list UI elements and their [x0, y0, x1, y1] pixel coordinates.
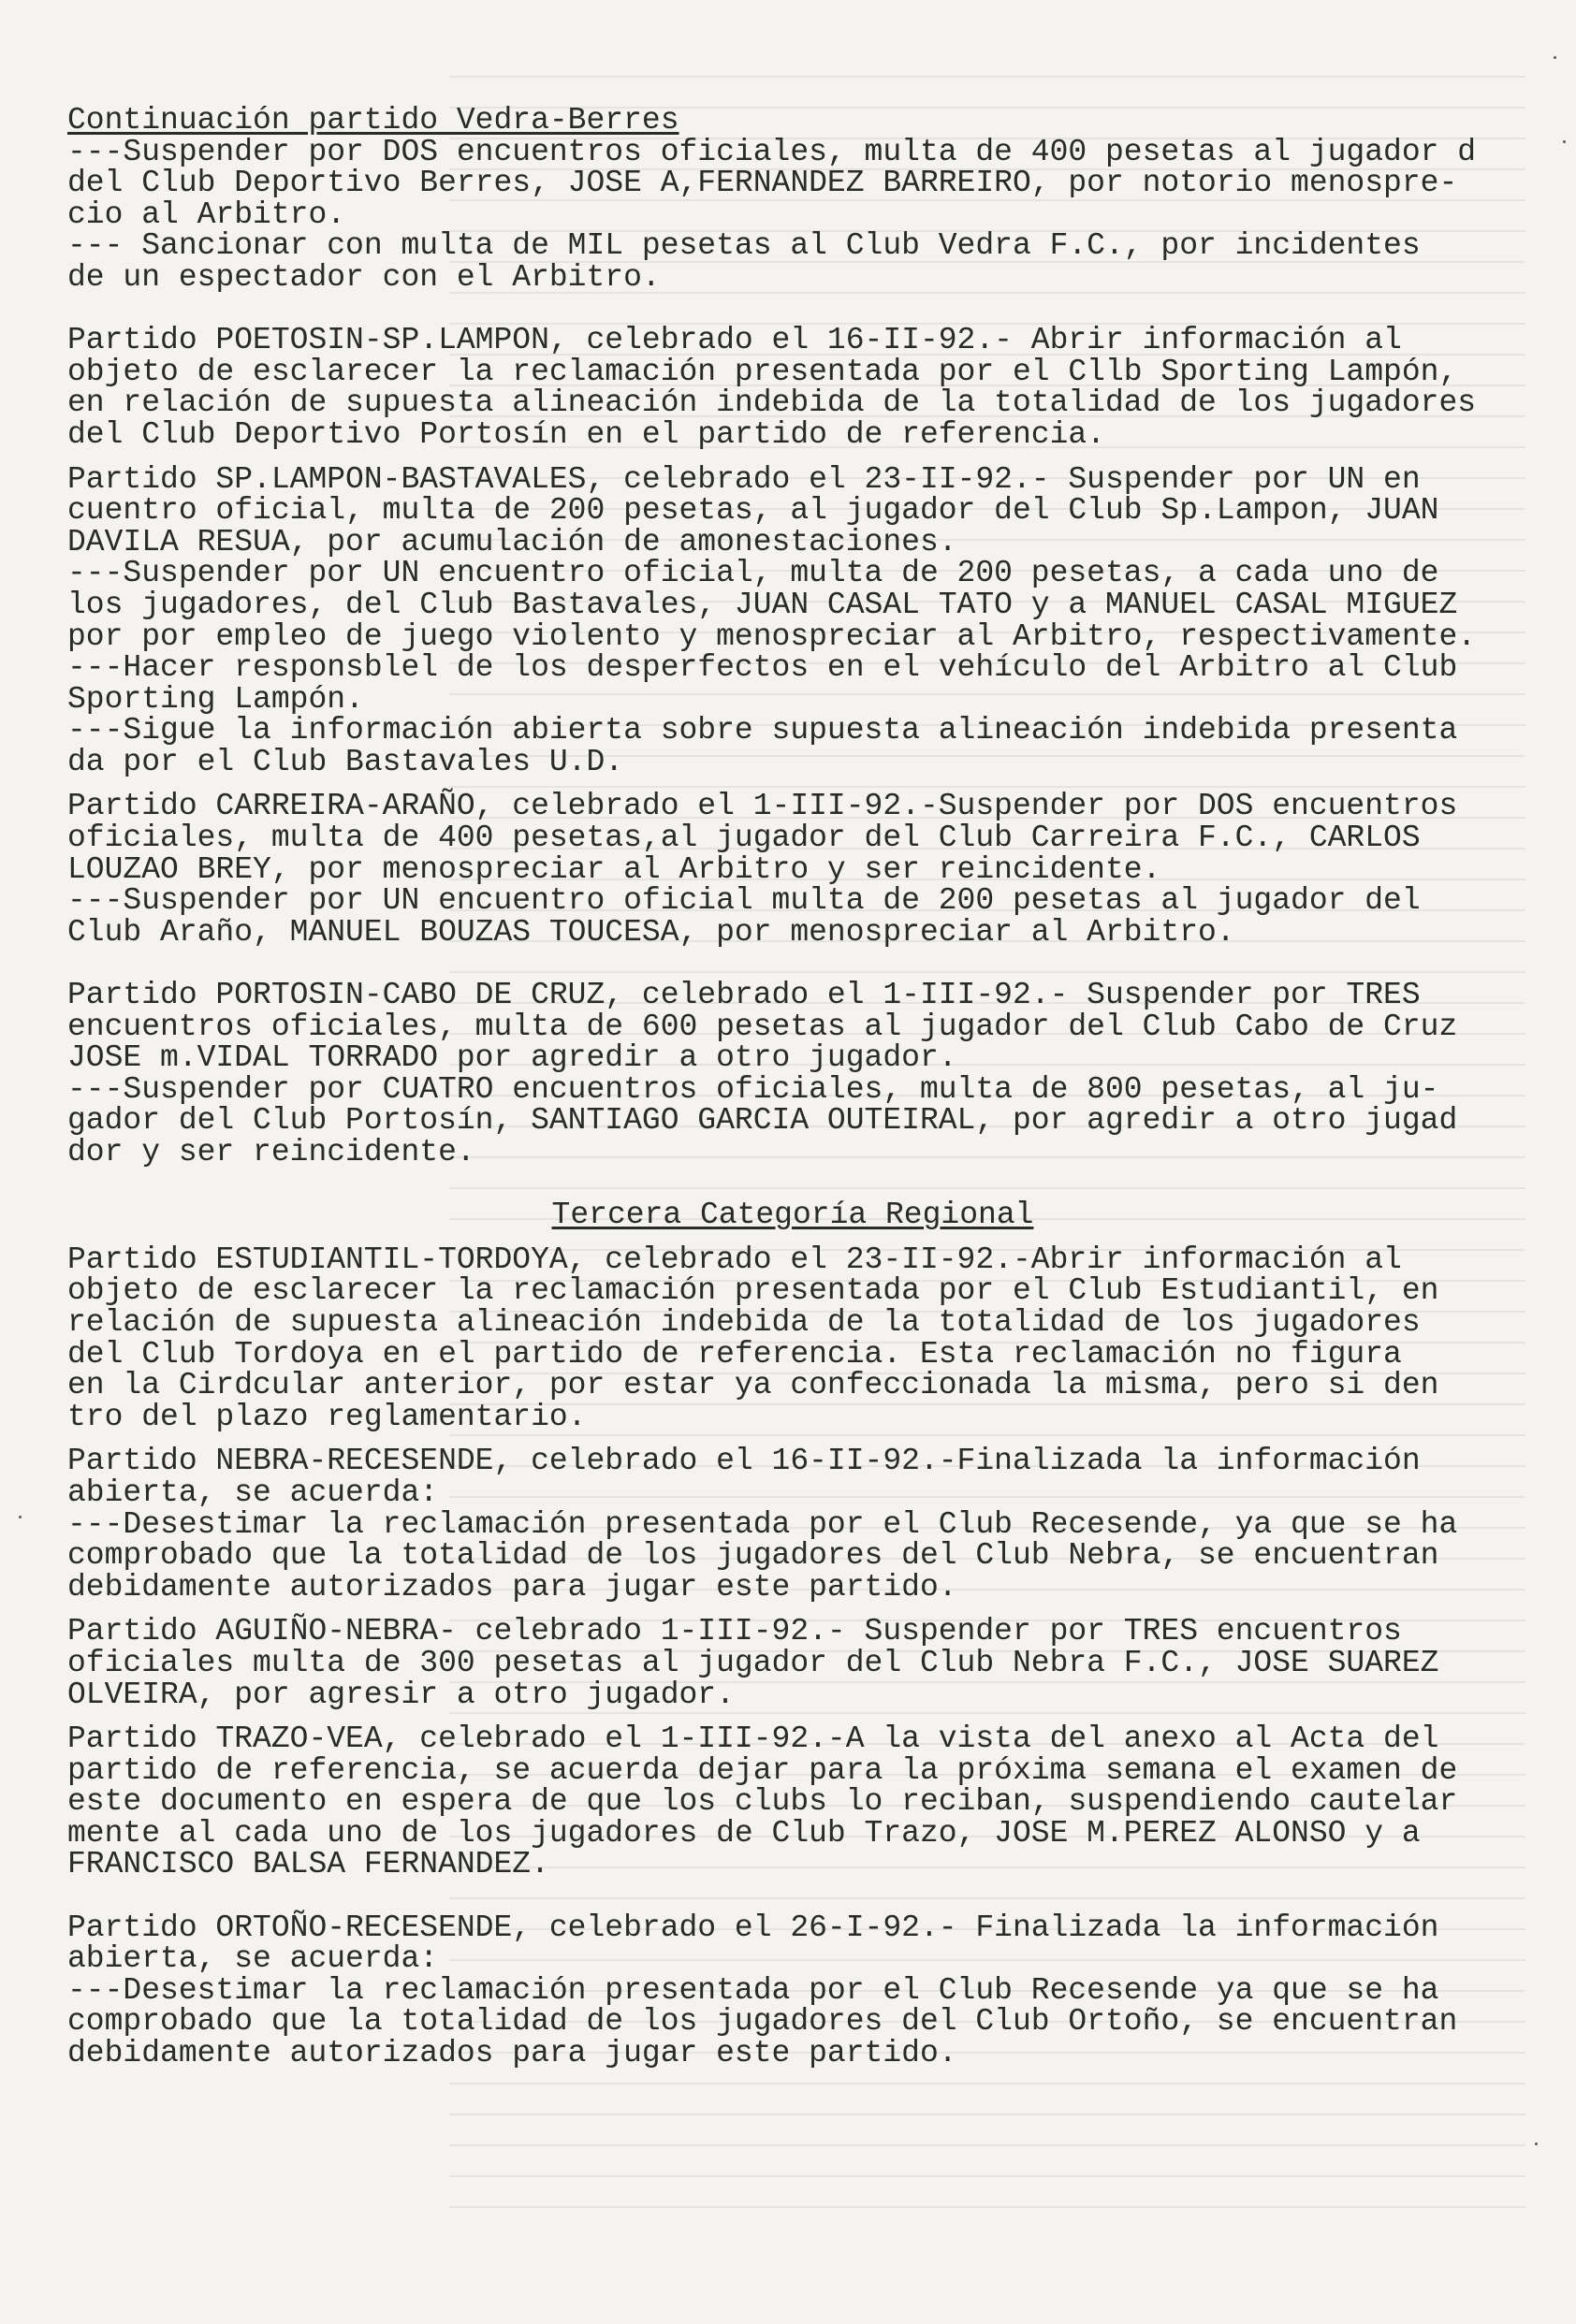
- typewritten-page: [67, 105, 1518, 2070]
- text-line: Partido SP.LAMPON-BASTAVALES, celebrado el 23-II-92.- Suspender por UN en: [67, 461, 1421, 497]
- text-line: FRANCISCO BALSA FERNANDEZ.: [67, 1847, 549, 1882]
- text-line: del Club Tordoya en el partido de referencia. Esta reclamación no figura: [67, 1336, 1402, 1372]
- text-line: gador del Club Portosín, SANTIAGO GARCIA OUTEIRAL, por agredir a otro jugad: [67, 1103, 1458, 1139]
- text-line: da por el Club Bastavales U.D.: [67, 744, 624, 779]
- paper-speck: [19, 1516, 22, 1518]
- paragraph-block: [67, 791, 1518, 948]
- paragraph-gap: [67, 1169, 1518, 1200]
- paper-speck: [1563, 140, 1566, 143]
- text-line: partido de referencia, se acuerda dejar para la próxima semana el examen de: [67, 1752, 1458, 1788]
- text-line: objeto de esclarecer la reclamación presentada por el Club Estudiantil, en: [67, 1273, 1439, 1309]
- text-line: Partido PORTOSIN-CABO DE CRUZ, celebrado el 1-III-92.- Suspender por TRES: [67, 978, 1421, 1013]
- text-line: DAVILA RESUA, por acumulación de amonestaciones.: [67, 524, 957, 559]
- text-line: relación de supuesta alineación indebida de la totalidad de los jugadores: [67, 1304, 1421, 1340]
- paragraph-block: [67, 1199, 1518, 1432]
- text-line: comprobado que la totalidad de los jugadores del Club Ortoño, se encuentran: [67, 2004, 1458, 2040]
- text-line: Partido POETOSIN-SP.LAMPON, celebrado el 16-II-92.- Abrir información al: [67, 323, 1402, 358]
- text-line: ---Suspender por CUATRO encuentros oficiales, multa de 800 pesetas, al ju-: [67, 1071, 1439, 1107]
- text-line: ---Desestimar la reclamación presentada por el Club Recesende, ya que se ha: [67, 1506, 1458, 1542]
- text-line: Partido NEBRA-RECESENDE, celebrado el 16-II-92.-Finalizada la información: [67, 1444, 1421, 1479]
- paragraph-block: [67, 1723, 1518, 1881]
- text-line: ---Suspender por DOS encuentros oficiales, multa de 400 pesetas al jugador d: [67, 134, 1477, 169]
- text-line: Club Araño, MANUEL BOUZAS TOUCESA, por menospreciar al Arbitro.: [67, 914, 1235, 950]
- text-line: encuentros oficiales, multa de 600 pesetas al jugador del Club Cabo de Cruz: [67, 1009, 1458, 1044]
- text-line: ---Suspender por UN encuentro oficial, multa de 200 pesetas, a cada uno de: [67, 556, 1439, 591]
- text-line: ---Hacer responsblel de los desperfectos en el vehículo del Arbitro al Club: [67, 650, 1458, 686]
- paragraph-block: [67, 325, 1518, 450]
- text-line: en la Cirdcular anterior, por estar ya confeccionada la misma, pero si den: [67, 1368, 1439, 1403]
- text-line: Partido CARREIRA-ARAÑO, celebrado el 1-III-92.-Suspender por DOS encuentros: [67, 789, 1458, 824]
- paper-speck: [1535, 2142, 1538, 2145]
- paragraph-gap: [67, 1881, 1518, 1912]
- text-line: --- Sancionar con multa de MIL pesetas al Club Vedra F.C., por incidentes: [67, 228, 1421, 264]
- text-line: tro del plazo reglamentario.: [67, 1399, 587, 1434]
- text-line: del Club Deportivo Portosín en el partido de referencia.: [67, 416, 1105, 452]
- text-line: Partido AGUIÑO-NEBRA- celebrado 1-III-92.- Suspender por TRES encuentros: [67, 1614, 1402, 1649]
- section-heading: Continuación partido Vedra-Berres: [67, 103, 679, 138]
- text-line: Partido TRAZO-VEA, celebrado el 1-III-92.-A la vista del anexo al Acta del: [67, 1721, 1439, 1757]
- text-line: Partido ORTOÑO-RECESENDE, celebrado el 26-I-92.- Finalizada la información: [67, 1910, 1439, 1945]
- text-line: comprobado que la totalidad de los jugadores del Club Nebra, se encuentran: [67, 1538, 1439, 1574]
- paragraph-block: [67, 1912, 1518, 2070]
- category-heading: Tercera Categoría Regional: [551, 1198, 1034, 1233]
- paragraph-block: [67, 461, 1518, 779]
- text-line: los jugadores, del Club Bastavales, JUAN CASAL TATO y a MANUEL CASAL MIGUEZ: [67, 587, 1458, 622]
- text-line: abierta, se acuerda:: [67, 1941, 439, 1977]
- text-line: debidamente autorizados para jugar este partido.: [67, 1569, 957, 1605]
- text-line: dor y ser reincidente.: [67, 1135, 475, 1169]
- paragraph-block: [67, 105, 1518, 294]
- text-line: ---Suspender por UN encuentro oficial multa de 200 pesetas al jugador del: [67, 883, 1421, 919]
- text-line: oficiales multa de 300 pesetas al jugador del Club Nebra F.C., JOSE SUAREZ: [67, 1645, 1439, 1680]
- text-line: objeto de esclarecer la reclamación presentada por el Cllb Sporting Lampón,: [67, 354, 1458, 389]
- text-line: Partido ESTUDIANTIL-TORDOYA, celebrado el 23-II-92.-Abrir información al: [67, 1242, 1402, 1277]
- text-line: abierta, se acuerda:: [67, 1474, 439, 1510]
- paragraph-block: [67, 1616, 1518, 1710]
- text-line: en relación de supuesta alineación indebida de la totalidad de los jugadores: [67, 385, 1477, 421]
- text-line: este documento en espera de que los clubs lo reciban, suspendiendo cautelar: [67, 1784, 1458, 1820]
- text-line: ---Desestimar la reclamación presentada por el Club Recesende ya que se ha: [67, 1972, 1439, 2008]
- text-line: por por empleo de juego violento y menospreciar al Arbitro, respectivamente.: [67, 618, 1477, 654]
- text-line: de un espectador con el Arbitro.: [67, 259, 661, 295]
- text-line: ---Sigue la información abierta sobre supuesta alineación indebida presenta: [67, 713, 1458, 748]
- paragraph-block: [67, 1445, 1518, 1603]
- paper-speck: [1554, 56, 1556, 59]
- text-line: OLVEIRA, por agresir a otro jugador.: [67, 1677, 735, 1712]
- text-line: debidamente autorizados para jugar este partido.: [67, 2036, 957, 2071]
- text-line: cuentro oficial, multa de 200 pesetas, al jugador del Club Sp.Lampon, JUAN: [67, 493, 1439, 529]
- paragraph-gap: [67, 948, 1518, 980]
- text-line: Sporting Lampón.: [67, 681, 364, 717]
- text-line: LOUZAO BREY, por menospreciar al Arbitro y ser reincidente.: [67, 851, 1161, 887]
- text-line: oficiales, multa de 400 pesetas,al jugador del Club Carreira F.C., CARLOS: [67, 821, 1421, 856]
- text-line: mente al cada uno de los jugadores de Club Trazo, JOSE M.PEREZ ALONSO y a: [67, 1815, 1421, 1851]
- text-line: del Club Deportivo Berres, JOSE A,FERNANDEZ BARREIRO, por notorio menospre-: [67, 166, 1458, 201]
- paragraph-block: [67, 980, 1518, 1169]
- text-line: cio al Arbitro.: [67, 196, 346, 232]
- text-line: JOSE m.VIDAL TORRADO por agredir a otro jugador.: [67, 1040, 957, 1076]
- paragraph-gap: [67, 294, 1518, 326]
